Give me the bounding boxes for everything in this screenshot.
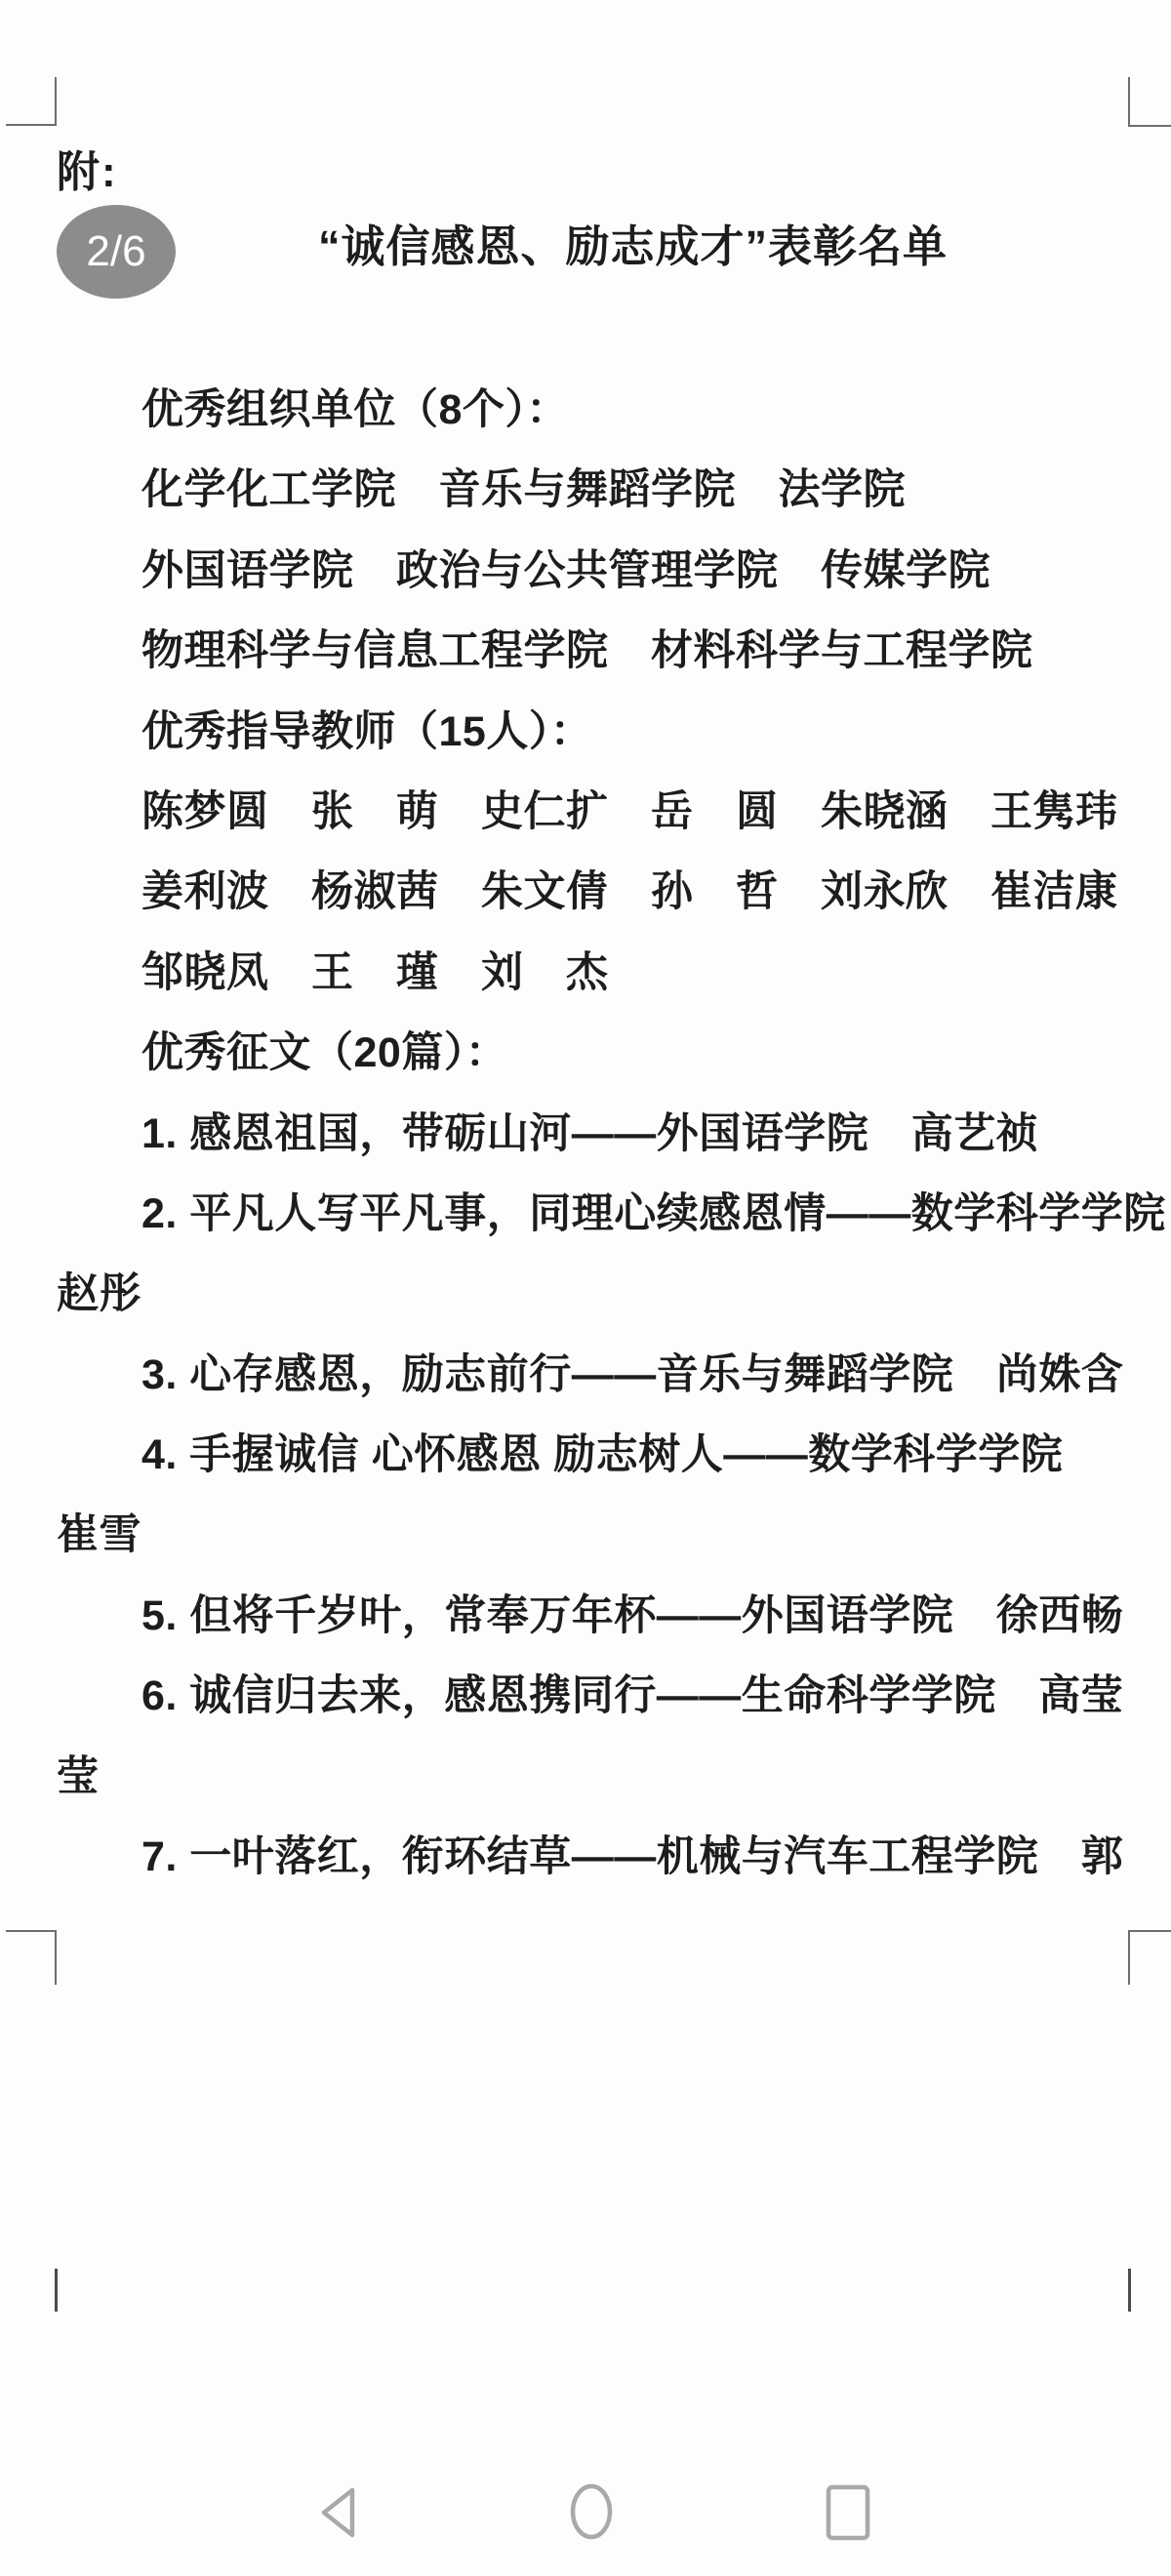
home-icon[interactable] (569, 2482, 614, 2544)
scan-corner-mark-mid-left-v (55, 1930, 57, 1985)
scan-edge-tick-left (55, 2269, 58, 2312)
android-navigation-bar (0, 2459, 1171, 2576)
document-line: 赵彤 (57, 1270, 141, 1318)
document-line: 化学化工学院 音乐与舞蹈学院 法学院 (141, 466, 906, 514)
document-line: 莹 (57, 1752, 100, 1800)
document-line: 物理科学与信息工程学院 材料科学与工程学院 (141, 627, 1033, 675)
back-icon[interactable] (314, 2484, 365, 2544)
attachment-label: 附: (57, 148, 118, 196)
page-indicator-text: 2/6 (86, 227, 146, 275)
scan-corner-mark-top-left-v (55, 77, 57, 126)
document-line: 陈梦圆 张 萌 史仁扩 岳 圆 朱晓涵 王隽玮 (141, 787, 1118, 835)
document-line: 邹晓凤 王 瑾 刘 杰 (141, 948, 609, 996)
document-line: 5. 但将千岁叶，常奉万年杯——外国语学院 徐西畅 (141, 1591, 1124, 1639)
document-line: 1. 感恩祖国，带砺山河——外国语学院 高艺祯 (141, 1109, 1039, 1157)
document-line: 3. 心存感恩，励志前行——音乐与舞蹈学院 尚姝含 (141, 1350, 1124, 1398)
document-line: 优秀指导教师（15人）： (141, 707, 593, 755)
page-title: “诚信感恩、励志成才”表彰名单 (318, 221, 949, 271)
document-line: 7. 一叶落红，衔环结草——机械与汽车工程学院 郭 (141, 1833, 1124, 1881)
scan-corner-mark-mid-left-h (6, 1930, 57, 1932)
document-body (57, 370, 1166, 1897)
document-line: 6. 诚信归去来，感恩携同行——生命科学学院 高莹 (141, 1672, 1124, 1720)
document-line: 外国语学院 政治与公共管理学院 传媒学院 (141, 546, 990, 594)
scan-corner-mark-top-right-h (1130, 125, 1171, 127)
page-indicator-badge (57, 205, 176, 299)
document-line: 优秀组织单位（8个）： (141, 386, 569, 433)
recents-icon[interactable] (826, 2484, 870, 2544)
scan-corner-mark-mid-right-h (1130, 1930, 1171, 1932)
scan-corner-mark-top-left-h (6, 124, 57, 126)
document-line: 4. 手握诚信 心怀感恩 励志树人——数学科学学院 (141, 1431, 1064, 1479)
document-line: 2. 平凡人写平凡事，同理心续感恩情——数学科学学院 (141, 1189, 1166, 1237)
document-line: 崔雪 (57, 1511, 141, 1559)
scan-corner-mark-top-right-v (1128, 77, 1130, 127)
scan-edge-tick-right (1128, 2269, 1131, 2312)
scan-corner-mark-mid-right-v (1128, 1930, 1130, 1985)
document-line: 优秀征文（20篇）： (141, 1029, 508, 1077)
document-line: 姜利波 杨淑茜 朱文倩 孙 哲 刘永欣 崔洁康 (141, 868, 1118, 916)
